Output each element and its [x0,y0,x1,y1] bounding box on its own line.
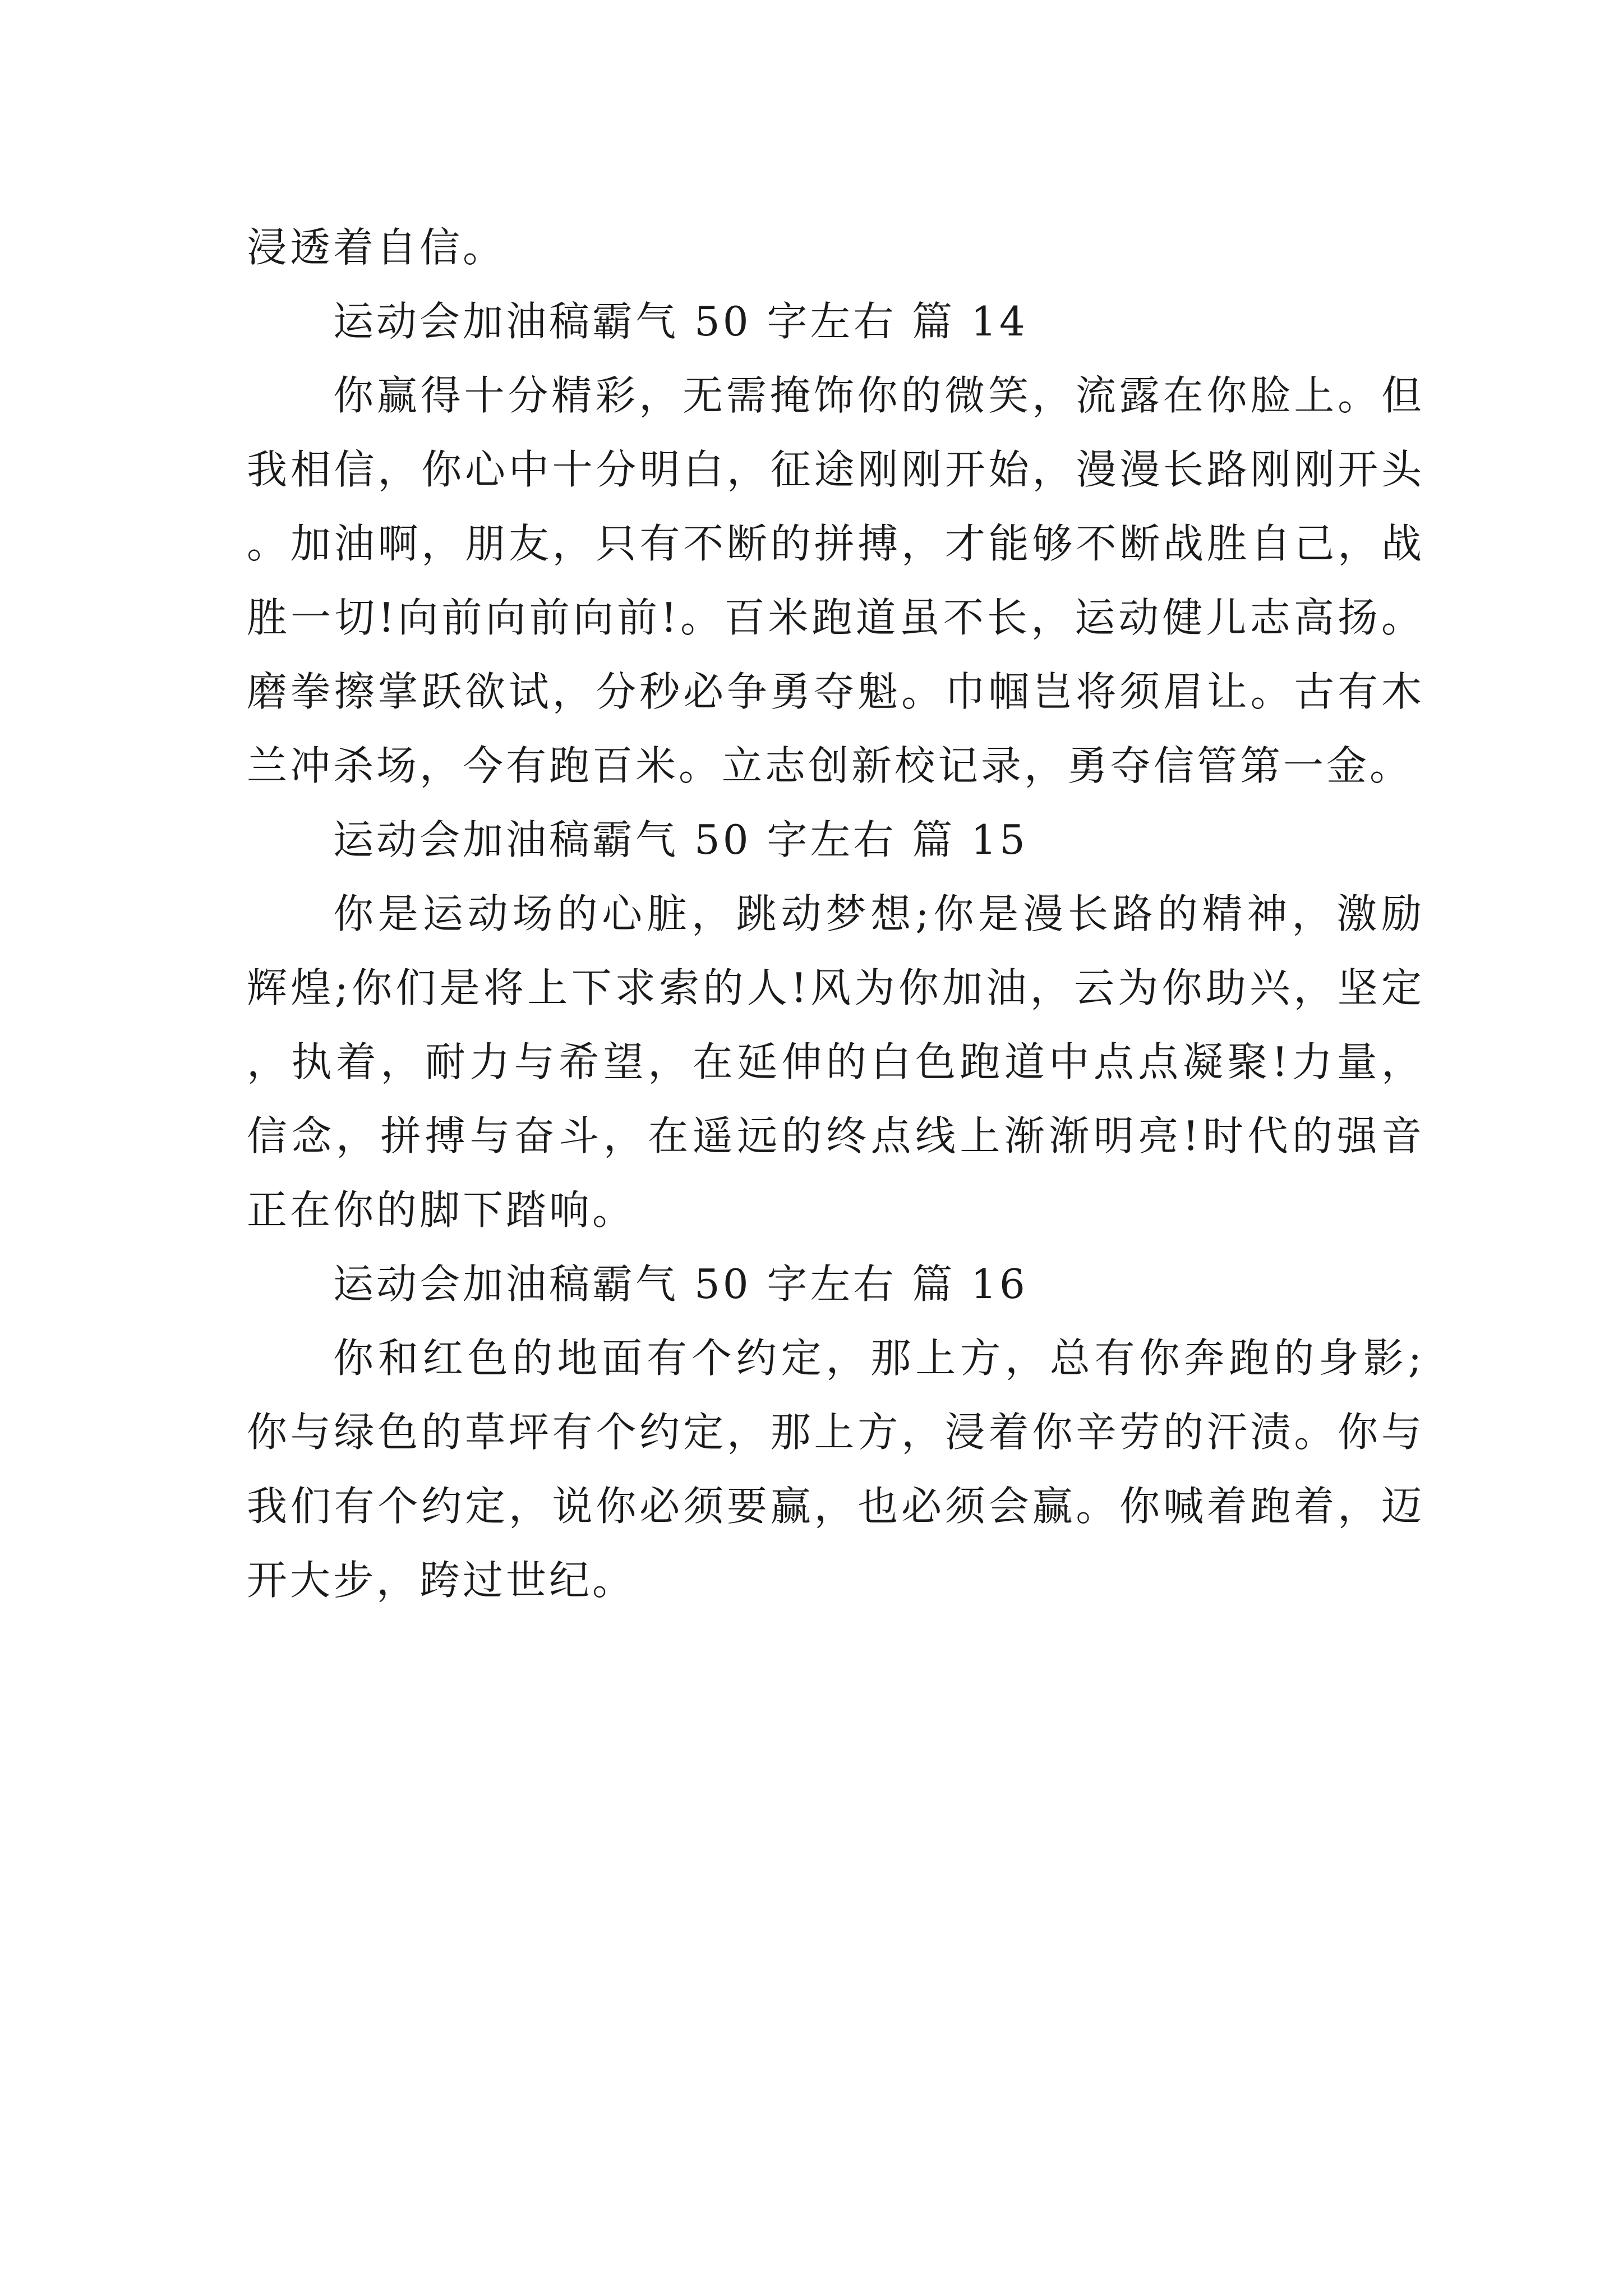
continuation-paragraph: 浸透着自信。 [247,224,506,271]
document-body [247,210,1424,1617]
section-body-14: 你赢得十分精彩，无需掩饰你的微笑，流露在你脸上。但我相信，你心中十分明白，征途刚刚开始，漫漫长路刚刚开头。加油啊，朋友，只有不断的拼搏，才能够不断战胜自己，战胜一切!向前向前向前!。百米跑道虽不长，运动健儿志高扬。磨拳擦掌跃欲试，分秒必争勇夺魁。巾帼岂将须眉让。古有木兰冲杀场，今有跑百米。立志创新校记录，勇夺信管第一金。 [247,372,1424,789]
section-heading-15: 运动会加油稿霸气 50 字左右 篇 15 [333,816,1028,863]
section-body-16: 你和红色的地面有个约定，那上方，总有你奔跑的身影;你与绿色的草坪有个约定，那上方，浸着你辛劳的汗渍。你与我们有个约定，说你必须要赢，也必须会赢。你喊着跑着，迈开大步，跨过世纪。 [247,1335,1424,1604]
section-heading-14: 运动会加油稿霸气 50 字左右 篇 14 [333,298,1028,345]
section-heading-16: 运动会加油稿霸气 50 字左右 篇 16 [333,1260,1028,1308]
section-body-15: 你是运动场的心脏，跳动梦想;你是漫长路的精神，激励辉煌;你们是将上下求索的人!风为你加油，云为你助兴，坚定，执着，耐力与希望，在延伸的白色跑道中点点凝聚!力量，信念，拼搏与奋斗，在遥远的终点线上渐渐明亮!时代的强音正在你的脚下踏响。 [247,890,1424,1234]
